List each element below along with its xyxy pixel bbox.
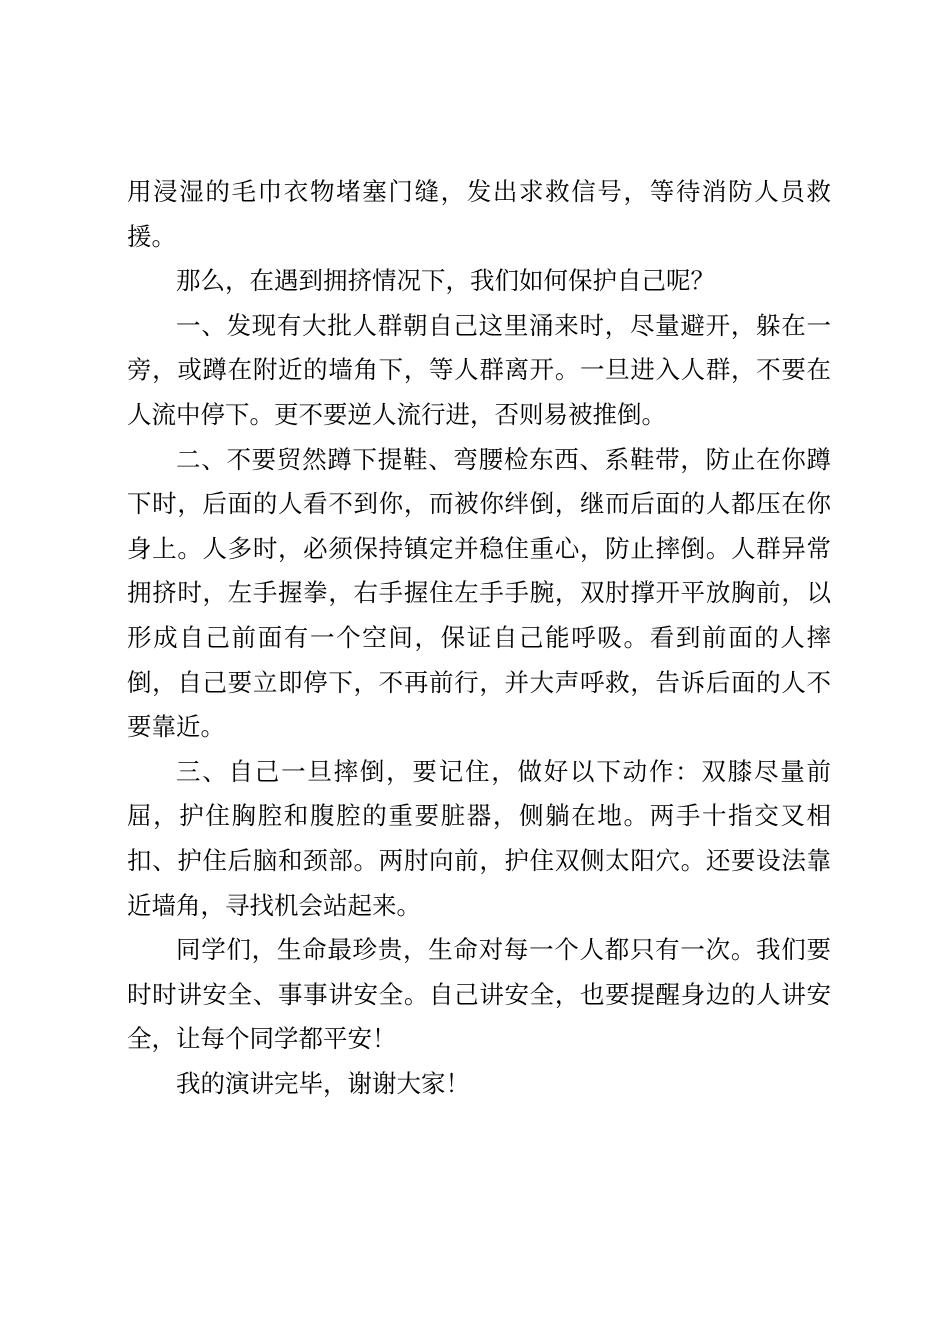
document-body [127,170,831,1106]
paragraph-point-one: 一、发现有大批人群朝自己这里涌来时，尽量避开，躲在一旁，或蹲在附近的墙角下，等人群离开。一旦进入人群，不要在人流中停下。更不要逆人流行进，否则易被推倒。 [127,310,831,429]
paragraph-point-three: 三、自己一旦摔倒，要记住，做好以下动作：双膝尽量前屈，护住胸腔和腹腔的重要脏器，侧躺在地。两手十指交叉相扣、护住后脑和颈部。两肘向前，护住双侧太阳穴。还要设法靠近墙角，寻找机会站起来。 [127,756,831,920]
paragraph-closing: 同学们，生命最珍贵，生命对每一个人都只有一次。我们要时时讲安全、事事讲安全。自己讲安全，也要提醒身边的人讲安全，让每个同学都平安！ [127,935,831,1054]
paragraph-continuation: 用浸湿的毛巾衣物堵塞门缝，发出求救信号，等待消防人员救援。 [127,177,831,251]
paragraph-point-two: 二、不要贸然蹲下提鞋、弯腰检东西、系鞋带，防止在你蹲下时，后面的人看不到你，而被你绊倒，继而后面的人都压在你身上。人多时，必须保持镇定并稳住重心，防止摔倒。人群异常拥挤时，左手握拳，右手握住左手手腕，双肘撑开平放胸前，以形成自己前面有一个空间，保证自己能呼吸。看到前面的人摔倒，自己要立即停下，不再前行，并大声呼救，告诉后面的人不要靠近。 [127,444,831,742]
paragraph-question: 那么，在遇到拥挤情况下，我们如何保护自己呢？ [176,266,715,296]
paragraph-thanks: 我的演讲完毕，谢谢大家！ [176,1068,470,1098]
